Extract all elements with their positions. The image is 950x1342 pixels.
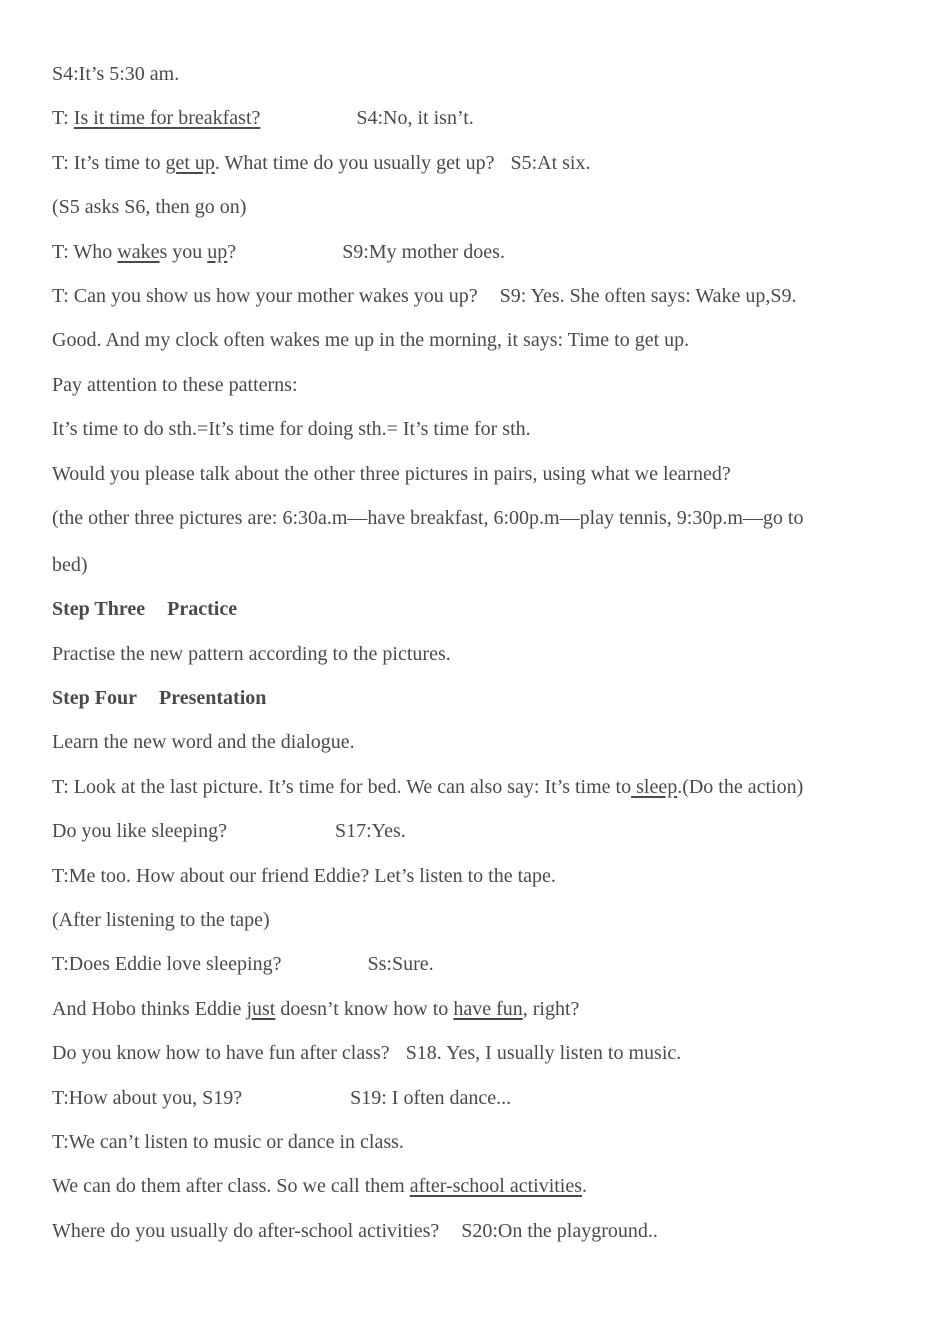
text: (the other three pictures are: 6:30a.m—have breakfast, 6:00p.m—play tennis, 9:30p.m—go to <box>52 506 804 529</box>
line-last-picture <box>52 773 912 817</box>
step-label: Step Three <box>52 598 146 621</box>
line-in-class <box>52 1128 912 1172</box>
text: And Hobo thinks Eddie <box>52 997 247 1020</box>
underlined-word: just <box>246 997 276 1020</box>
answer: S18. Yes, I usually listen to music. <box>405 1042 682 1065</box>
answer: S19: I often dance... <box>350 1086 512 1109</box>
text: s you <box>159 240 208 263</box>
text: T: Can you show us how your mother wakes you up? <box>52 284 478 307</box>
line-show-us <box>52 282 912 326</box>
text: T: Look at the last picture. It’s time for bed. We can also say: It’s time to <box>52 775 632 798</box>
text: .(Do the action) <box>677 775 804 798</box>
line-attention <box>52 371 912 415</box>
underlined-phrase: get up <box>165 151 215 174</box>
answer: S17:Yes. <box>334 820 406 843</box>
line-breakfast-question <box>52 104 912 148</box>
underlined-phrase: have fun <box>453 997 523 1020</box>
line-me-too <box>52 862 912 906</box>
text: S4:It’s 5:30 am. <box>52 63 180 85</box>
line-after-class <box>52 1172 912 1216</box>
underlined-word: sleep <box>631 775 678 798</box>
step-title: Presentation <box>159 687 267 710</box>
line-where <box>52 1217 912 1261</box>
line-get-up <box>52 149 912 193</box>
heading-step-four <box>52 684 912 728</box>
text: bed) <box>52 553 88 576</box>
text: It’s time to do sth.=It’s time for doing sth.= It’s time for sth. <box>52 418 531 441</box>
text: T: Who <box>52 240 118 263</box>
text: Learn the new word and the dialogue. <box>52 731 355 754</box>
line-pattern <box>52 415 912 459</box>
line-s4-time <box>52 60 912 104</box>
line-pairs <box>52 460 912 504</box>
text: We can do them after class. So we call them <box>52 1175 410 1198</box>
text: . What time do you usually get up? <box>214 151 495 174</box>
text: T: It’s time to <box>52 151 166 174</box>
line-who-wakes <box>52 238 912 282</box>
answer: S4:No, it isn’t. <box>356 107 474 130</box>
text: Would you please talk about the other three pictures in pairs, using what we learned? <box>52 462 731 485</box>
line-practise <box>52 640 912 684</box>
text: , right? <box>522 997 580 1020</box>
speaker: T: <box>52 107 74 130</box>
answer: Ss:Sure. <box>367 953 434 976</box>
text: Do you know how to have fun after class? <box>52 1042 390 1065</box>
line-hobo <box>52 995 912 1039</box>
text: Practise the new pattern according to the pictures. <box>52 642 451 665</box>
text: Where do you usually do after-school activities? <box>52 1219 440 1242</box>
text: doesn’t know how to <box>275 997 454 1020</box>
underlined-phrase: Is it time for breakfast? <box>73 107 261 130</box>
step-title: Practice <box>167 598 238 621</box>
text: . <box>582 1175 588 1198</box>
answer: S5:At six. <box>510 151 591 174</box>
text: (S5 asks S6, then go on) <box>52 196 247 219</box>
underlined-word: wake <box>117 240 160 263</box>
line-like-sleeping <box>52 817 912 861</box>
text: T:We can’t listen to music or dance in class. <box>52 1130 404 1153</box>
line-clock <box>52 326 912 370</box>
line-eddie-sleeping <box>52 950 912 994</box>
line-s5-asks <box>52 193 912 237</box>
answer: S20:On the playground.. <box>461 1219 658 1242</box>
text: Good. And my clock often wakes me up in the morning, it says: Time to get up. <box>52 329 690 352</box>
text: T:Me too. How about our friend Eddie? Let’s listen to the tape. <box>52 864 556 887</box>
line-learn <box>52 728 912 772</box>
underlined-word: up <box>207 240 228 263</box>
heading-step-three <box>52 595 912 639</box>
text: T:How about you, S19? <box>52 1086 243 1109</box>
line-how-about-you <box>52 1084 912 1128</box>
line-have-fun <box>52 1039 912 1083</box>
document-page <box>52 60 912 1261</box>
answer: S9: Yes. She often says: Wake up,S9. <box>499 284 797 307</box>
text: T:Does Eddie love sleeping? <box>52 953 282 976</box>
text: Pay attention to these patterns: <box>52 373 298 396</box>
line-after-listening <box>52 906 912 950</box>
text: (After listening to the tape) <box>52 909 270 932</box>
text: Do you like sleeping? <box>52 820 227 843</box>
underlined-phrase: after-school activities <box>409 1175 583 1198</box>
line-bed <box>52 551 912 595</box>
step-label: Step Four <box>52 687 137 710</box>
line-other-pictures <box>52 504 912 551</box>
text: ? <box>227 240 237 263</box>
answer: S9:My mother does. <box>342 240 505 263</box>
